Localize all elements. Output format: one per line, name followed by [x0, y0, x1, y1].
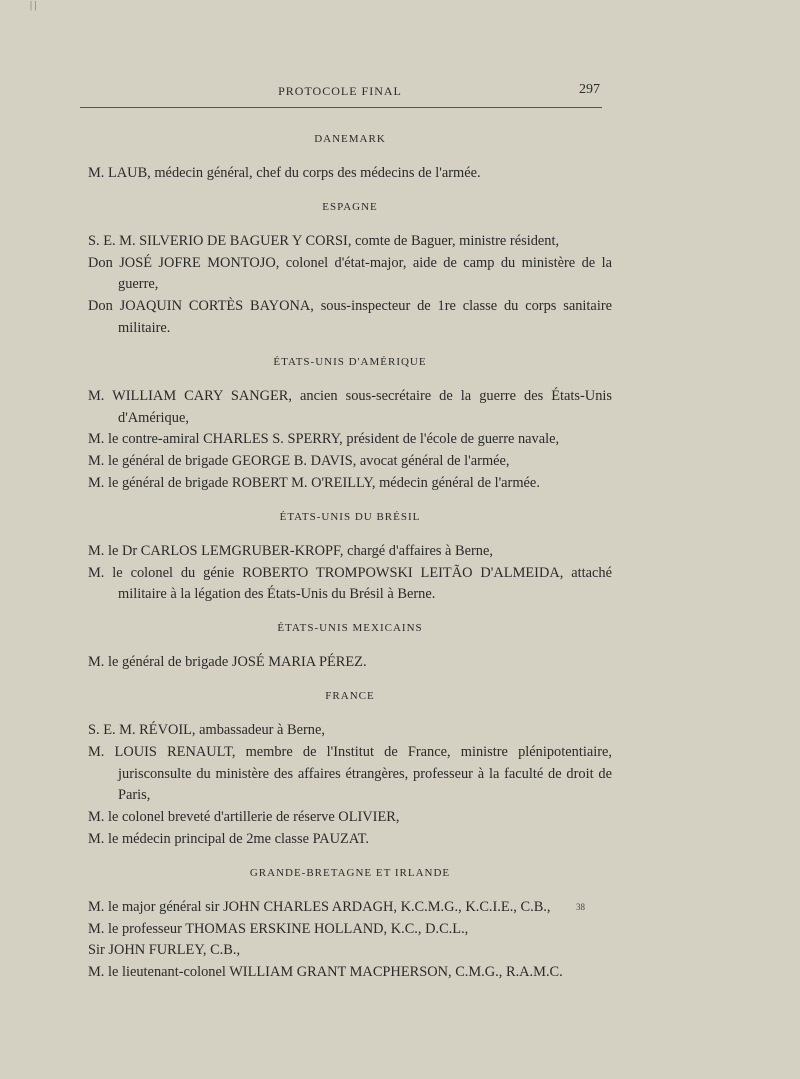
delegation-section: [88, 355, 612, 495]
delegate-entry: M. le lieutenant-colonel WILLIAM GRANT MACPHERSON, C.M.G., R.A.M.C.: [88, 964, 563, 981]
header-rule: [80, 107, 602, 108]
country-heading: ÉTATS-UNIS D'AMÉRIQUE: [273, 355, 427, 368]
running-title: PROTOCOLE FINAL: [278, 84, 402, 98]
delegation-section: [88, 866, 612, 984]
delegate-entry: M. le colonel du génie ROBERTO TROMPOWSKI LEITÃO D'ALMEIDA, attaché militaire à la légation des États-Unis du Brésil à Berne.: [88, 564, 612, 603]
delegate-entry: M. le professeur THOMAS ERSKINE HOLLAND, K.C., D.C.L.,: [88, 920, 469, 937]
delegate-entry: M. le général de brigade JOSÉ MARIA PÉREZ.: [88, 654, 367, 671]
delegate-entry: M. le major général sir JOHN CHARLES ARDAGH, K.C.M.G., K.C.I.E., C.B.,: [88, 898, 551, 915]
country-heading: DANEMARK: [314, 133, 386, 145]
delegation-section: [88, 510, 612, 606]
delegate-entry: Sir JOHN FURLEY, C.B.,: [88, 942, 241, 959]
country-heading: GRANDE-BRETAGNE ET IRLANDE: [249, 866, 451, 879]
signature-mark: 38: [576, 902, 585, 912]
page-header: [80, 84, 600, 106]
delegate-entry: Don JOSÉ JOFRE MONTOJO, colonel d'état-major, aide de camp du ministère de la guerre,: [88, 254, 612, 293]
delegation-section: [88, 200, 612, 340]
delegate-entry: M. LOUIS RENAULT, membre de l'Institut de France, ministre plénipotentiaire, jurisconsulte du ministère des affaires étrangères, professeur à la faculté de droit de Paris,: [88, 743, 612, 804]
delegation-section: [88, 621, 612, 674]
country-heading: FRANCE: [325, 689, 375, 702]
delegate-entry: Don JOAQUIN CORTÈS BAYONA, sous-inspecteur de 1re classe du corps sanitaire militaire.: [88, 298, 612, 336]
delegate-entry: S. E. M. SILVERIO DE BAGUER Y CORSI, comte de Baguer, ministre résident,: [88, 232, 560, 249]
delegates-list: [88, 118, 612, 984]
country-heading: ÉTATS-UNIS DU BRÉSIL: [279, 510, 421, 523]
delegate-entry: M. le général de brigade GEORGE B. DAVIS, avocat général de l'armée,: [88, 453, 510, 470]
delegate-entry: M. le Dr CARLOS LEMGRUBER-KROPF, chargé d'affaires à Berne,: [88, 542, 493, 559]
delegate-entry: M. LAUB, médecin général, chef du corps des médecins de l'armée.: [88, 165, 481, 181]
country-heading: ÉTATS-UNIS MEXICAINS: [277, 622, 423, 635]
delegate-entry: M. le général de brigade ROBERT M. O'REILLY, médecin général de l'armée.: [88, 474, 540, 491]
delegation-section: [88, 132, 612, 185]
country-heading: ESPAGNE: [322, 200, 378, 213]
page-number: 297: [579, 82, 600, 97]
delegate-entry: S. E. M. RÉVOIL, ambassadeur à Berne,: [88, 721, 325, 738]
scan-mark: | |: [30, 0, 37, 11]
delegation-section: [88, 689, 612, 851]
delegate-entry: M. le contre-amiral CHARLES S. SPERRY, président de l'école de guerre navale,: [88, 431, 560, 448]
delegate-entry: M. le médecin principal de 2me classe PAUZAT.: [88, 830, 369, 847]
delegate-entry: M. WILLIAM CARY SANGER, ancien sous-secrétaire de la guerre des États-Unis d'Amérique,: [88, 387, 612, 426]
delegate-entry: M. le colonel breveté d'artillerie de réserve OLIVIER,: [88, 809, 400, 826]
